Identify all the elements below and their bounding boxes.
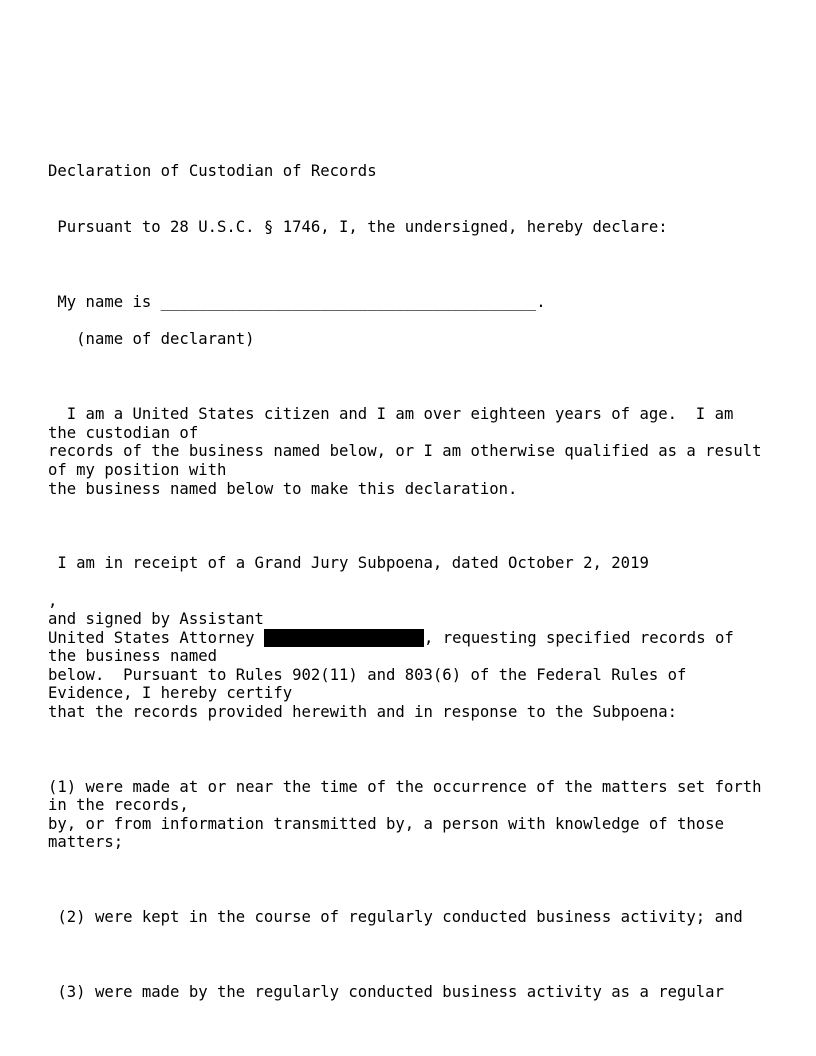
item-1-line-3: by, or from information transmitted by, a person with knowledge of those bbox=[48, 815, 724, 833]
item-1-line-4: matters; bbox=[48, 833, 124, 851]
subpoena-line-6: below. Pursuant to Rules 902(11) and 803(6) of the Federal Rules of bbox=[48, 666, 687, 684]
paragraph-1-line-1: I am a United States citizen and I am over eighteen years of age. I am bbox=[48, 405, 734, 423]
paragraph-1-line-2: the custodian of bbox=[48, 424, 199, 442]
subpoena-line-8: that the records provided herewith and in response to the Subpoena: bbox=[48, 703, 678, 721]
paragraph-1-line-3: records of the business named below, or I am otherwise qualified as a result bbox=[48, 442, 762, 460]
subpoena-attorney-line bbox=[48, 629, 734, 647]
document-title: Declaration of Custodian of Records bbox=[48, 162, 377, 180]
redaction-block bbox=[264, 629, 424, 647]
paragraph-1-line-5: the business named below to make this declaration. bbox=[48, 480, 518, 498]
declarant-name-caption: (name of declarant) bbox=[48, 330, 255, 348]
declarant-name-line: My name is ________________________________________. bbox=[48, 293, 546, 311]
subpoena-line-5: the business named bbox=[48, 647, 217, 665]
subpoena-receipt-line: I am in receipt of a Grand Jury Subpoena, dated October 2, 2019 bbox=[48, 554, 649, 572]
attorney-suffix: , requesting specified records of bbox=[423, 629, 734, 647]
item-3: (3) were made by the regularly conducted business activity as a regular bbox=[48, 983, 724, 1001]
attorney-prefix: United States Attorney bbox=[48, 629, 264, 647]
item-2: (2) were kept in the course of regularly conducted business activity; and bbox=[48, 908, 743, 926]
subpoena-signed-line: and signed by Assistant bbox=[48, 610, 264, 628]
item-1-line-2: in the records, bbox=[48, 796, 189, 814]
intro-statement: Pursuant to 28 U.S.C. § 1746, I, the undersigned, hereby declare: bbox=[48, 218, 668, 236]
subpoena-line-7: Evidence, I hereby certify bbox=[48, 684, 293, 702]
paragraph-1-line-4: of my position with bbox=[48, 461, 227, 479]
subpoena-comma: , bbox=[48, 592, 58, 610]
item-1-line-1: (1) were made at or near the time of the occurrence of the matters set forth bbox=[48, 778, 762, 796]
